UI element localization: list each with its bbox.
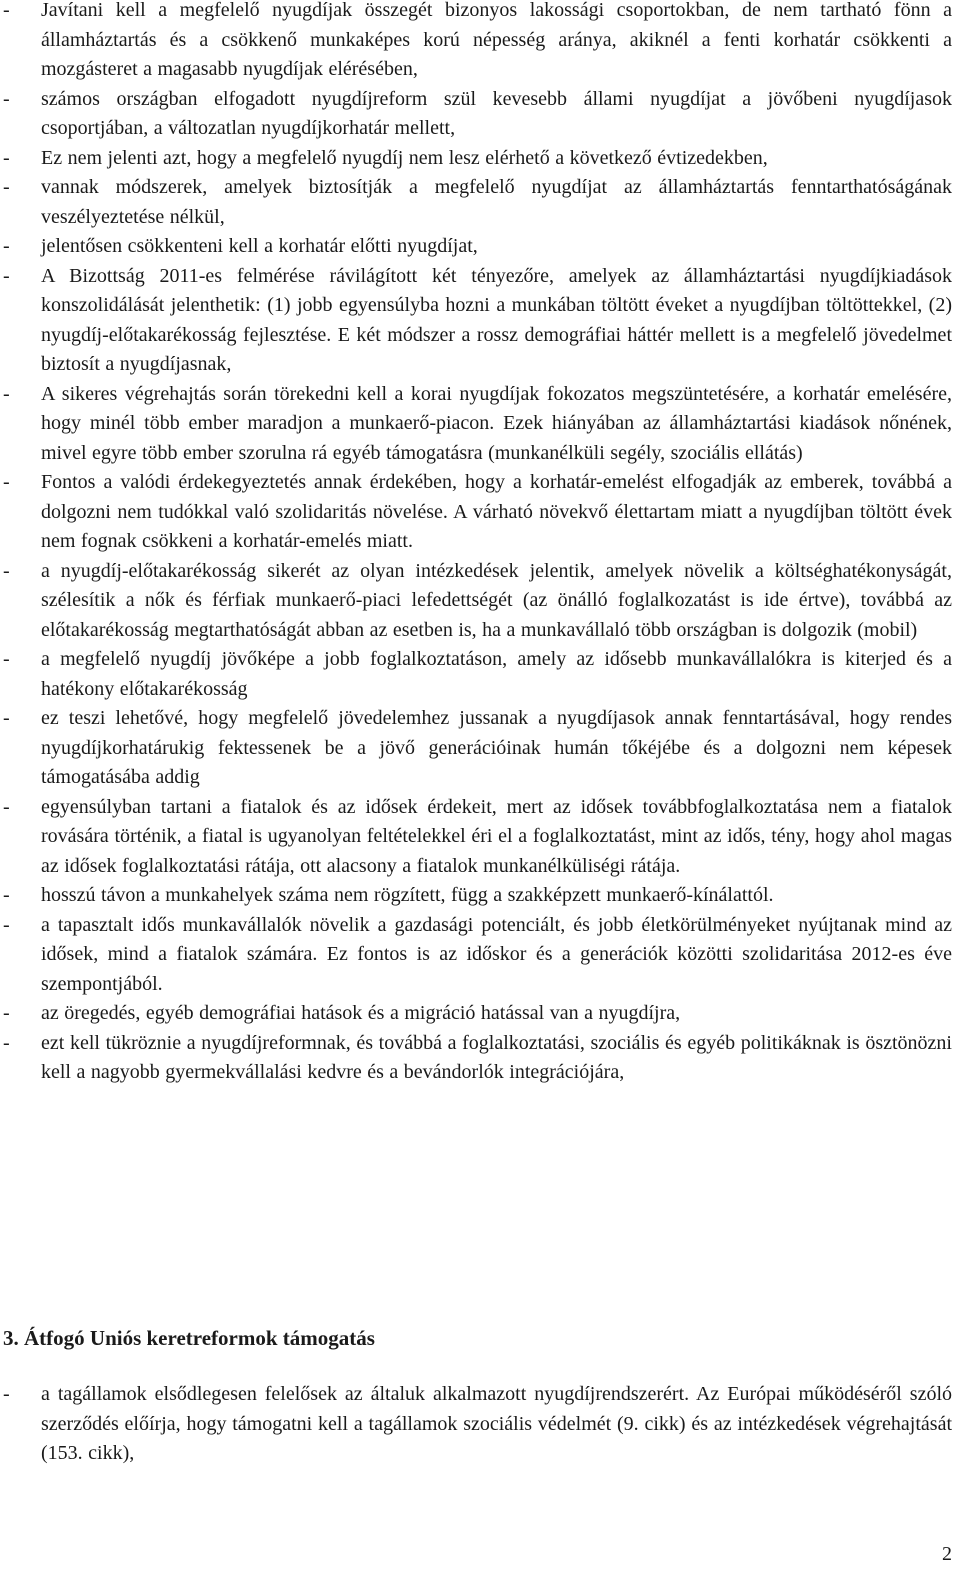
list-dash: - (3, 146, 10, 169)
list-dash: - (3, 648, 10, 670)
list-item-text: a nyugdíj-előtakarékosság sikerét az olyan intézkedések jelentik, amelyek növelik a költséghatékonyságát, szélesítik a nők és férfiak munkaerő-piaci lefedettségét (az önálló foglalkozatást is ide értve), továbbá az előtakarékosság megtarthatóságát abban az esetben is, ha a munkavállaló több országban is dolgozik (mobil) (41, 559, 952, 641)
list-item (0, 999, 960, 1029)
list-item (0, 911, 960, 1000)
list-item-text: az öregedés, egyéb demográfiai hatások és a migráció hatással van a nyugdíjra, (41, 1002, 681, 1024)
list-item (0, 1380, 960, 1469)
list-item-text: A sikeres végrehajtás során törekedni kell a korai nyugdíjak fokozatos megszüntetésére, a korhatár emelésére, hogy minél több ember maradjon a munkaerő-piacon. Ezek hiányában az államháztartási kiadások nőnének, mivel egyre több ember szorulna rá egyéb támogatásra (munkanélküli segély, szociális ellátás) (41, 382, 952, 464)
list-item-text: ez teszi lehetővé, hogy megfelelő jövedelemhez jussanak a nyugdíjasok annak fenntartásával, hogy rendes nyugdíjkorhatárukig fektessenek be a jövő generációinak humán tőkéjébe és a dolgozni nem képesek támogatásába addig (41, 707, 952, 788)
list-dash: - (3, 707, 10, 729)
list-item (0, 173, 960, 232)
list-item-text: Ez nem jelenti azt, hogy a megfelelő nyugdíj nem lesz elérhető a következő évtizedekben, (41, 146, 768, 169)
list-item-text: vannak módszerek, amelyek biztosítják a megfelelő nyugdíjat az államháztartás fenntarthatóságának veszélyeztetése nélkül, (41, 176, 952, 228)
list-dash: - (3, 235, 10, 257)
list-item-text: A Bizottság 2011-es felmérése rávilágított két tényezőre, amelyek az államháztartási nyugdíjkiadások konszolidálását jelenthetik: (1) jobb egyensúlyba hozni a munkában töltött éveket a nyugdíjban töltöttekkel, (2) nyugdíj-előtakarékosság fejlesztése. E két módszer a rossz demográfiai háttér mellett is a megfelelő jövedelmet biztosít a nyugdíjasnak, (41, 264, 952, 375)
list-item (0, 232, 960, 262)
list-item-text: ezt kell tükröznie a nyugdíjreformnak, és továbbá a foglalkoztatási, szociális és egyéb politikáknak is ösztönözni kell a nagyobb gyermekvállalási kedvre és a bevándorlók integrációjára, (41, 1031, 952, 1083)
list-item-text: hosszú távon a munkahelyek száma nem rögzített, függ a szakképzett munkaerő-kínálattól. (41, 884, 774, 906)
list-item-text: egyensúlyban tartani a fiatalok és az idősek érdekeit, mert az idősek továbbfoglalkoztatása nem a fiatalok rovására történik, a fiatal is ugyanolyan feltételekkel éri el a foglalkoztatást, mint az idős, tény, hogy ahol magas az idősek foglalkoztatási rátája, ott alacsony a fiatalok munkanélküliségi rátája. (41, 795, 952, 877)
list-item (0, 85, 960, 144)
list-item (0, 468, 960, 557)
list-item-text: számos országban elfogadott nyugdíjreform szül kevesebb állami nyugdíjat a jövőbeni nyugdíjasok csoportjában, a változatlan nyugdíjkorhatár mellett, (41, 87, 952, 139)
list-item (0, 645, 960, 704)
list-dash: - (3, 176, 10, 198)
list-dash: - (3, 559, 10, 582)
section-heading: 3. Átfogó Uniós keretreformok támogatás (3, 1326, 375, 1350)
list-item (0, 881, 960, 911)
list-item (0, 793, 960, 882)
page-number: 2 (942, 1543, 952, 1565)
list-dash: - (3, 87, 10, 110)
list-item (0, 704, 960, 793)
list-item-text: a tapasztalt idős munkavállalók növelik a gazdasági potenciált, és jobb életkörülményeket nyújtanak mind az idősek, mind a fiatalok számára. Ez fontos is az időskor és a generációk közötti szolidaritása 2012-es éve szempontjából. (41, 913, 952, 995)
list-item-text: Javítani kell a megfelelő nyugdíjak összegét bizonyos lakossági csoportokban, de nem tartható fönn a államháztartás és a csökkenő munkaképes korú népesség aránya, akiknél a fenti korhatár csökkenti a mozgásteret a magasabb nyugdíjak elérésében, (41, 0, 952, 80)
list-dash: - (3, 884, 10, 906)
list-dash: - (3, 913, 10, 936)
list-dash: - (3, 1031, 10, 1054)
list-item (0, 144, 960, 174)
list-item (0, 1029, 960, 1088)
bullet-list-section-3 (0, 1380, 960, 1469)
list-item (0, 380, 960, 469)
list-dash: - (3, 1383, 10, 1405)
list-item (0, 262, 960, 380)
list-dash: - (3, 471, 10, 493)
list-item-text: a megfelelő nyugdíj jövőképe a jobb foglalkoztatáson, amely az idősebb munkavállalókra is kiterjed és a hatékony előtakarékosság (41, 648, 952, 700)
list-dash: - (3, 795, 10, 818)
list-dash: - (3, 264, 10, 287)
list-item (0, 0, 960, 85)
list-item-text: a tagállamok elsődlegesen felelősek az általuk alkalmazott nyugdíjrendszerért. Az Európai működéséről szóló szerződés előírja, hogy támogatni kell a tagállamok szociális védelmét (9. cikk) és az intézkedések végrehajtását (153. cikk), (41, 1383, 952, 1464)
list-item-text: jelentősen csökkenteni kell a korhatár előtti nyugdíjat, (41, 235, 478, 257)
list-dash: - (3, 0, 10, 21)
list-dash: - (3, 1002, 10, 1024)
list-item (0, 557, 960, 646)
list-item-text: Fontos a valódi érdekegyeztetés annak érdekében, hogy a korhatár-emelést elfogadják az emberek, továbbá a dolgozni nem tudókkal való szolidaritás növelése. A várható növekvő élettartam miatt a nyugdíjban töltött évek nem fognak csökkeni a korhatár-emelés miatt. (41, 471, 952, 552)
list-dash: - (3, 382, 10, 405)
